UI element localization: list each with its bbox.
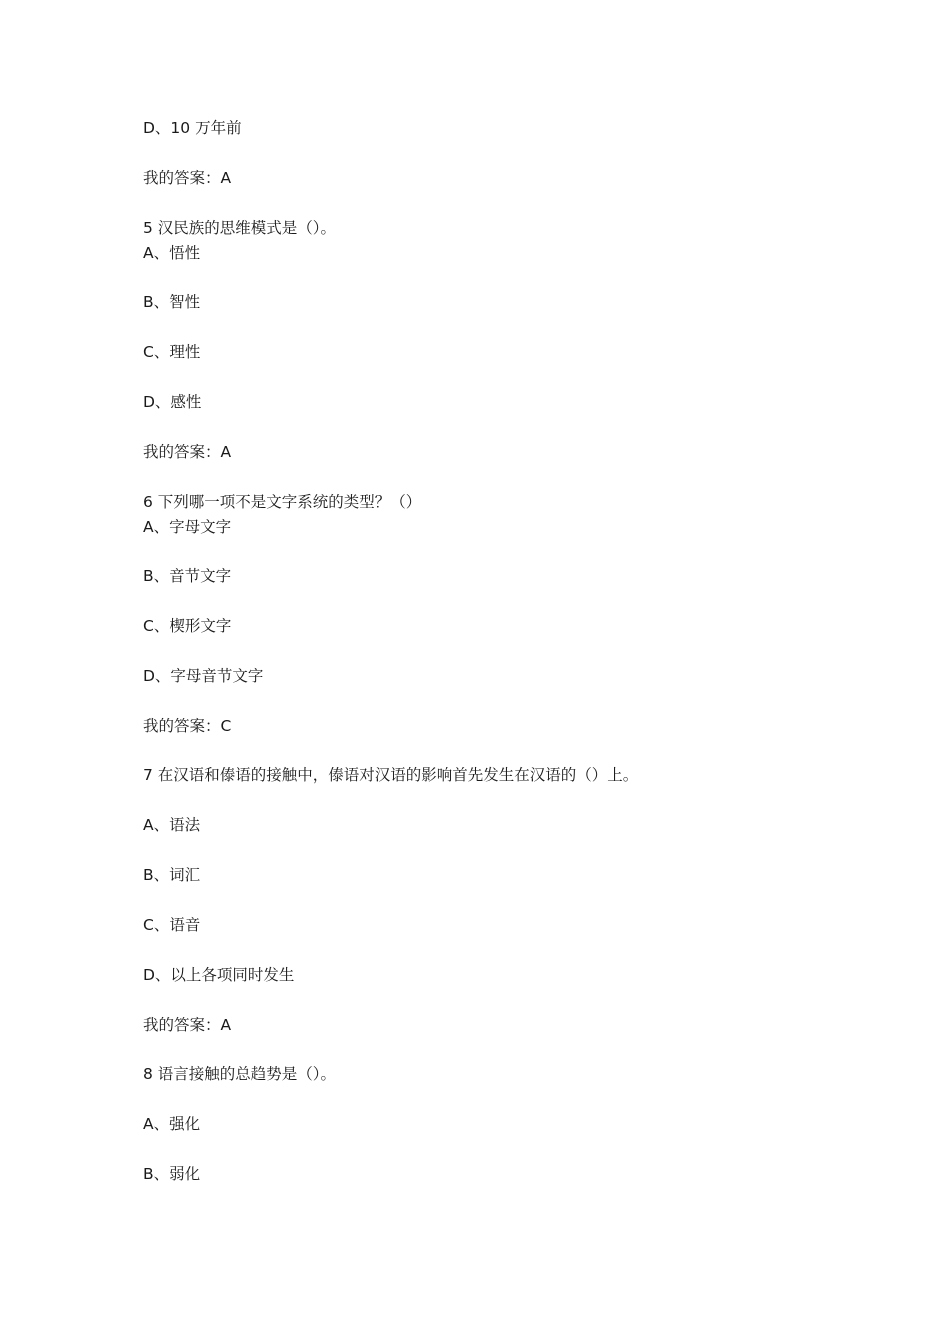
q7-option-a: A、语法 [143,816,201,834]
q5-my-answer: 我的答案：A [143,443,232,461]
q6-option-b: B、音节文字 [143,567,232,585]
q7-option-b: B、词汇 [143,866,201,884]
q6-question: 6 下列哪一项不是文字系统的类型？（） [143,493,422,511]
q7-option-c: C、语音 [143,916,201,934]
q7-my-answer: 我的答案：A [143,1016,232,1034]
q6-my-answer: 我的答案：C [143,717,232,735]
q5-option-c: C、理性 [143,343,201,361]
q5-option-b: B、智性 [143,293,201,311]
q7-question: 7 在汉语和傣语的接触中，傣语对汉语的影响首先发生在汉语的（）上。 [143,766,639,784]
q5-option-d: D、感性 [143,393,202,411]
q4-option-d: D、10 万年前 [143,119,242,137]
q7-option-d: D、以上各项同时发生 [143,966,295,984]
q6-option-d: D、字母音节文字 [143,667,264,685]
q8-question: 8 语言接触的总趋势是（）。 [143,1065,337,1083]
q6-option-a: A、字母文字 [143,518,232,536]
q8-option-b: B、弱化 [143,1165,201,1183]
q6-option-c: C、楔形文字 [143,617,232,635]
q5-option-a: A、悟性 [143,244,201,262]
q5-question: 5 汉民族的思维模式是（）。 [143,219,337,237]
q8-option-a: A、强化 [143,1115,201,1133]
q4-my-answer: 我的答案：A [143,169,232,187]
